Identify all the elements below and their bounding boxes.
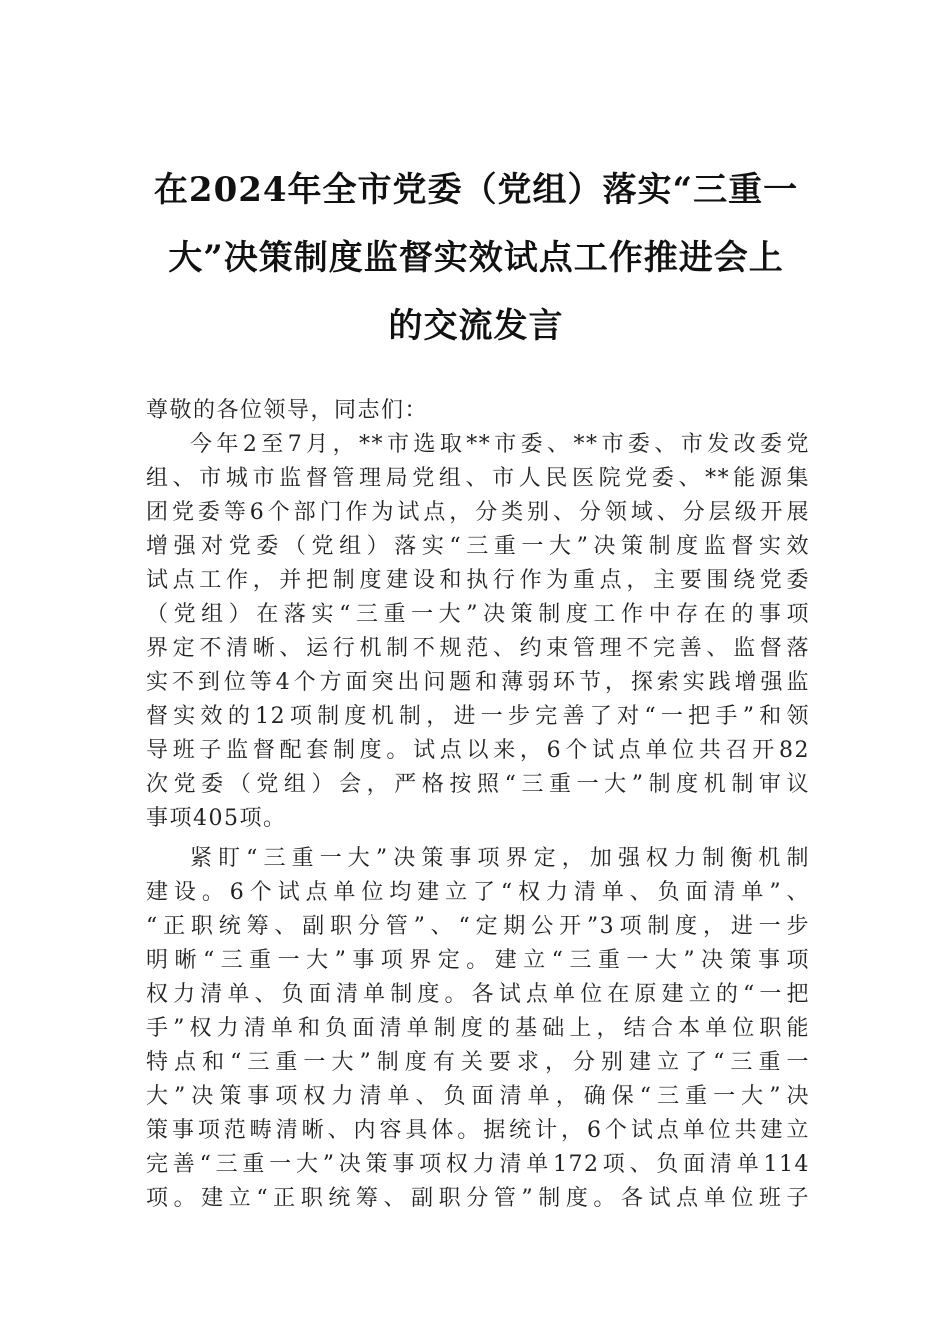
paragraph-line: 事项405项。 bbox=[146, 806, 287, 831]
paragraph-line: “正职统筹、副职分管”、“定期公开”3项制度，进一步 bbox=[146, 914, 810, 939]
paragraph-line: 增强对党委（党组）落实“三重一大”决策制度监督实效 bbox=[146, 534, 810, 559]
paragraph-line: 特点和“三重一大”制度有关要求，分别建立了“三重一 bbox=[146, 1050, 810, 1075]
paragraph-line: 紧盯“三重一大”决策事项界定，加强权力制衡机制 bbox=[190, 846, 810, 871]
paragraph-line: 权力清单、负面清单制度。各试点单位在原建立的“一把 bbox=[146, 982, 810, 1007]
title-line: 的交流发言 bbox=[388, 306, 564, 346]
document-body bbox=[146, 394, 810, 1216]
paragraph-line: 今年2至7月，**市选取**市委、**市委、市发改委党 bbox=[190, 432, 810, 457]
paragraph-2 bbox=[146, 842, 810, 1216]
title-line: 大”决策制度监督实效试点工作推进会上 bbox=[168, 238, 784, 278]
paragraph-line: 组、市城市监督管理局党组、市人民医院党委、**能源集 bbox=[146, 466, 810, 491]
paragraph-line: 团党委等6个部门作为试点，分类别、分领域、分层级开展 bbox=[146, 500, 810, 525]
paragraph-line: （党组）在落实“三重一大”决策制度工作中存在的事项 bbox=[146, 602, 810, 627]
paragraph-line: 策事项范畴清晰、内容具体。据统计，6个试点单位共建立 bbox=[146, 1118, 810, 1143]
paragraph-line: 试点工作，并把制度建设和执行作为重点，主要围绕党委 bbox=[146, 568, 810, 593]
paragraph-line: 大”决策事项权力清单、负面清单，确保“三重一大”决 bbox=[146, 1084, 810, 1109]
paragraph-line: 建设。6个试点单位均建立了“权力清单、负面清单”、 bbox=[146, 880, 810, 905]
paragraph-line: 明晰“三重一大”事项界定。建立“三重一大”决策事项 bbox=[146, 948, 810, 973]
paragraph-line: 次党委（党组）会，严格按照“三重一大”制度机制审议 bbox=[146, 772, 810, 797]
paragraph-line: 导班子监督配套制度。试点以来，6个试点单位共召开82 bbox=[146, 738, 810, 763]
paragraph-line: 督实效的12项制度机制，进一步完善了对“一把手”和领 bbox=[146, 704, 810, 729]
document-title bbox=[140, 156, 812, 360]
paragraph-line: 完善“三重一大”决策事项权力清单172项、负面清单114 bbox=[146, 1152, 810, 1177]
paragraph-line: 手”权力清单和负面清单制度的基础上，结合本单位职能 bbox=[146, 1016, 810, 1041]
paragraph-1 bbox=[146, 428, 810, 836]
paragraph-line: 项。建立“正职统筹、副职分管”制度。各试点单位班子 bbox=[146, 1186, 810, 1211]
salutation: 尊敬的各位领导，同志们： bbox=[146, 398, 429, 423]
paragraph-line: 界定不清晰、运行机制不规范、约束管理不完善、监督落 bbox=[146, 636, 810, 661]
paragraph-line: 实不到位等4个方面突出问题和薄弱环节，探索实践增强监 bbox=[146, 670, 810, 695]
title-line: 在2024年全市党委（党组）落实“三重一 bbox=[153, 170, 799, 210]
